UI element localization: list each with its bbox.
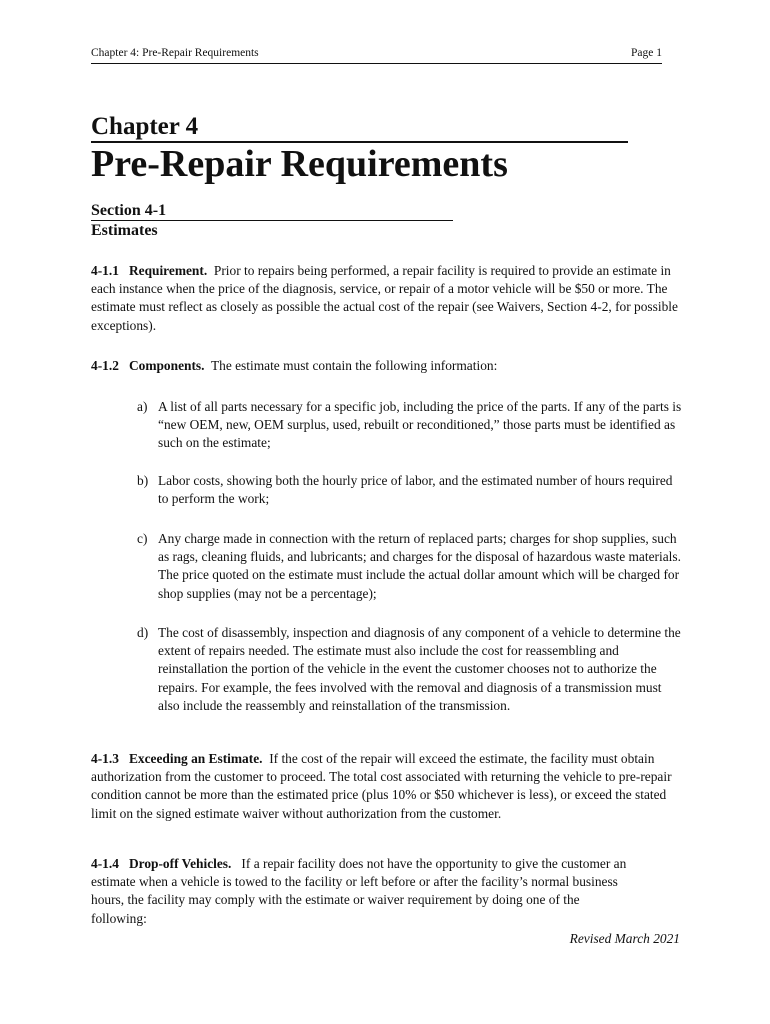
list-item-text: Labor costs, showing both the hourly price of labor, and the estimated number of hours required to perform the work; — [158, 473, 673, 507]
section-title: Estimates — [91, 222, 158, 239]
list-item-b — [137, 472, 682, 508]
chapter-title: Pre-Repair Requirements — [91, 143, 508, 185]
revision-date: Revised March 2021 — [569, 931, 680, 946]
paragraph-4-1-3 — [91, 750, 681, 823]
paragraph-text: If a repair facility does not have the opportunity to give the customer an estimate when a vehicle is towed to the facility or left before or after the facility’s normal business hours, the facility may comply with the estimate or waiver requirement by doing one of the following: — [91, 856, 627, 926]
paragraph-4-1-1 — [91, 262, 681, 335]
paragraph-number: 4-1.1 — [91, 263, 119, 278]
header-chapter-title: Chapter 4: Pre-Repair Requirements — [91, 47, 259, 59]
page-header — [91, 47, 662, 64]
paragraph-heading: Components. — [128, 358, 205, 373]
list-item-c — [137, 530, 682, 603]
header-page-number: Page 1 — [631, 47, 662, 59]
paragraph-text: If the cost of the repair will exceed the estimate, the facility must obtain authorization from the customer to proceed. The total cost associated with returning the vehicle to pre-repair condition cannot be more than the estimated price (plus 10% or $50 whichever is less), or exceed the stated limit on the signed estimate waiver without authorization from the customer. — [91, 751, 672, 821]
list-item-text: The cost of disassembly, inspection and diagnosis of any component of a vehicle to determine the extent of repairs needed. The estimate must also include the cost for reassembling and reinstallation the portion of the vehicle in the event the customer chooses not to authorize the repairs. For example, the fees involved with the removal and diagnosis of a transmission must also include the reassembly and reinstallation of the transmission. — [158, 625, 681, 713]
paragraph-text: Prior to repairs being performed, a repair facility is required to provide an estimate in each instance when the price of the diagnosis, service, or repair of a motor vehicle will be $50 or more. The estimate must reflect as closely as possible the actual cost of the repair (see Waivers, Section 4-2, for possible exceptions). — [91, 263, 678, 333]
list-marker: c) — [137, 531, 148, 546]
list-marker: d) — [137, 625, 149, 640]
paragraph-number: 4-1.2 — [91, 358, 119, 373]
list-marker: b) — [137, 473, 149, 488]
paragraph-heading: Requirement. — [128, 263, 208, 278]
paragraph-heading: Exceeding an Estimate. — [128, 751, 263, 766]
paragraph-text: The estimate must contain the following information: — [210, 358, 498, 373]
paragraph-4-1-4 — [91, 855, 631, 928]
paragraph-number: 4-1.4 — [91, 856, 119, 871]
section-label: Section 4-1 — [91, 201, 453, 221]
list-marker: a) — [137, 399, 148, 414]
paragraph-heading: Drop-off Vehicles. — [128, 856, 232, 871]
paragraph-4-1-2 — [91, 357, 681, 375]
list-item-text: Any charge made in connection with the return of replaced parts; charges for shop supplies, such as rags, cleaning fluids, and lubricants; and charges for the disposal of hazardous waste materials. The price quoted on the estimate must include the actual dollar amount which will be charged for shop supplies (may not be a percentage); — [158, 531, 681, 601]
list-item-d — [137, 624, 682, 715]
chapter-label: Chapter 4 — [91, 113, 628, 143]
list-item-a — [137, 398, 682, 453]
paragraph-number: 4-1.3 — [91, 751, 119, 766]
list-item-text: A list of all parts necessary for a specific job, including the price of the parts. If any of the parts is “new OEM, new, OEM surplus, used, rebuilt or reconditioned,” those parts must be identified as such on the estimate; — [158, 399, 682, 451]
